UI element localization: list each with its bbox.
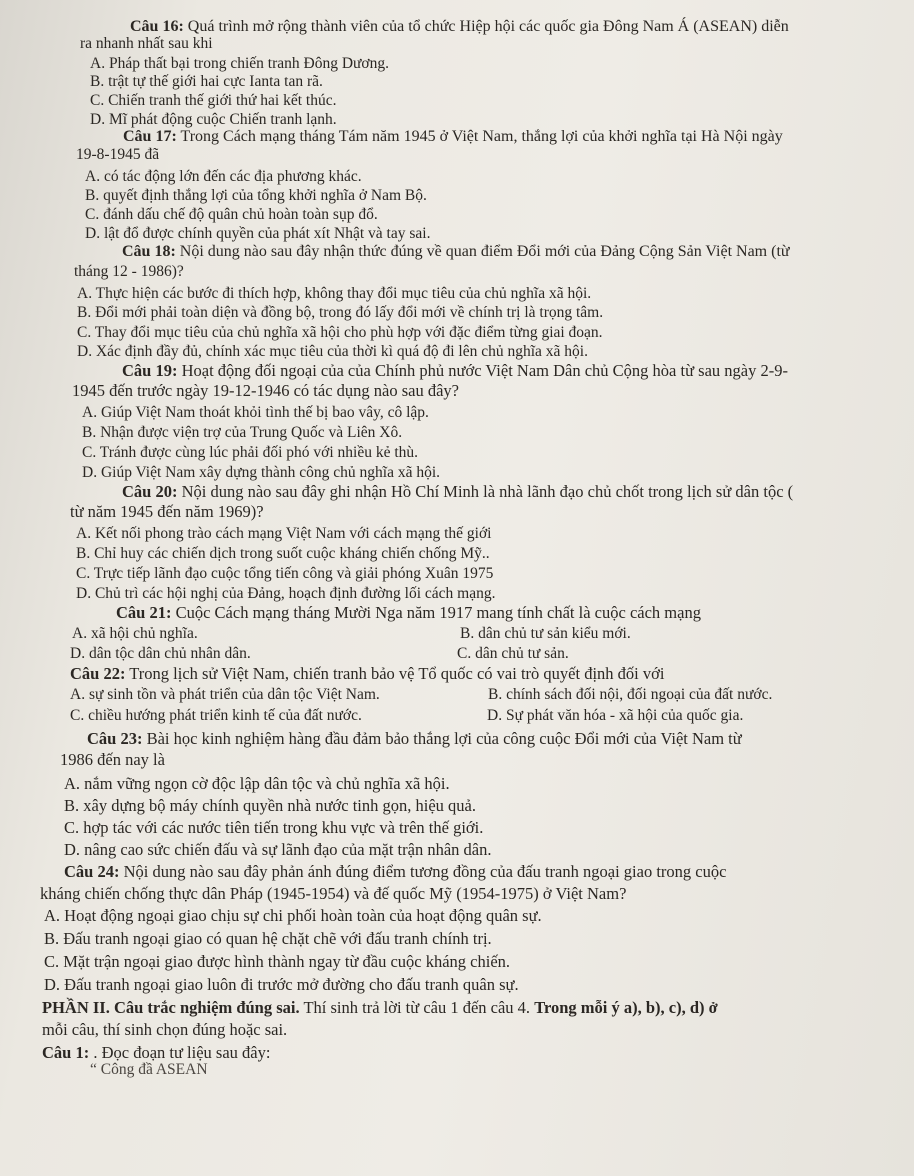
- question-21-option-d: D. dân tộc dân chủ nhân dân.: [70, 645, 251, 662]
- question-22-option-d: D. Sự phát văn hóa - xã hội của quốc gia.: [487, 707, 744, 724]
- question-22-option-a: A. sự sinh tồn và phát triển của dân tộc Việt Nam.: [70, 686, 380, 703]
- question-19-stem: Câu 19: Hoạt động đối ngoại của của Chính phủ nước Việt Nam Dân chủ Cộng hòa từ sau ngày 2-9-: [122, 361, 788, 380]
- question-20-stem: Câu 20: Nội dung nào sau đây ghi nhận Hồ Chí Minh là nhà lãnh đạo chủ chốt trong lịch sử dân tộc (: [122, 482, 794, 501]
- question-20-option-b: B. Chỉ huy các chiến dịch trong suốt cuộc kháng chiến chống Mỹ..: [76, 545, 490, 562]
- question-18-option-a: A. Thực hiện các bước đi thích hợp, không thay đổi mục tiêu của chủ nghĩa xã hội.: [77, 285, 592, 302]
- question-16-stem-cont: ra nhanh nhất sau khi: [80, 35, 213, 52]
- question-24-option-b: B. Đấu tranh ngoại giao có quan hệ chặt chẽ với đấu tranh chính trị.: [44, 929, 492, 948]
- question-16-option-d: D. Mĩ phát động cuộc Chiến tranh lạnh.: [90, 111, 337, 128]
- question-19-option-b: B. Nhận được viện trợ của Trung Quốc và Liên Xô.: [82, 424, 403, 441]
- question-1-stem: Câu 1: . Đọc đoạn tư liệu sau đây:: [42, 1043, 271, 1062]
- question-17-option-b: B. quyết định thắng lợi của tổng khởi nghĩa ở Nam Bộ.: [85, 187, 427, 204]
- question-17-option-a: A. có tác động lớn đến các địa phương khác.: [85, 168, 362, 185]
- question-23-option-c: C. hợp tác với các nước tiên tiến trong khu vực và trên thế giới.: [64, 818, 484, 837]
- question-16-option-a: A. Pháp thất bại trong chiến tranh Đông Dương.: [90, 55, 389, 72]
- section-2-heading: PHẦN II. Câu trắc nghiệm đúng sai. Thí sinh trả lời từ câu 1 đến câu 4. Trong mỗi ý a), b), c), d) ở: [42, 998, 718, 1017]
- question-24-option-d: D. Đấu tranh ngoại giao luôn đi trước mở đường cho đấu tranh quân sự.: [44, 975, 519, 994]
- section-2-heading-cont: mỗi câu, thí sinh chọn đúng hoặc sai.: [42, 1020, 288, 1039]
- question-17-stem: Câu 17: Trong Cách mạng tháng Tám năm 1945 ở Việt Nam, thắng lợi của khởi nghĩa tại Hà Nội ngày: [123, 128, 783, 145]
- question-17-option-d: D. lật đổ được chính quyền của phát xít Nhật và tay sai.: [85, 225, 431, 242]
- question-23-option-a: A. nắm vững ngọn cờ độc lập dân tộc và chủ nghĩa xã hội.: [64, 774, 450, 793]
- question-16-option-c: C. Chiến tranh thế giới thứ hai kết thúc.: [90, 92, 337, 109]
- question-24-stem-cont: kháng chiến chống thực dân Pháp (1945-1954) và đế quốc Mỹ (1954-1975) ở Việt Nam?: [40, 884, 627, 903]
- question-20-stem-cont: từ năm 1945 đến năm 1969)?: [70, 502, 264, 521]
- question-20-option-c: C. Trực tiếp lãnh đạo cuộc tổng tiến công và giải phóng Xuân 1975: [76, 565, 494, 582]
- question-19-stem-cont: 1945 đến trước ngày 19-12-1946 có tác dụng nào sau đây?: [72, 381, 459, 400]
- question-18-stem-cont: tháng 12 - 1986)?: [74, 263, 184, 280]
- question-18-stem: Câu 18: Nội dung nào sau đây nhận thức đúng về quan điểm Đổi mới của Đảng Cộng Sản Việt Nam (từ: [122, 243, 790, 260]
- question-22-option-c: C. chiều hướng phát triển kinh tế của đất nước.: [70, 707, 362, 724]
- question-19-option-a: A. Giúp Việt Nam thoát khỏi tình thế bị bao vây, cô lập.: [82, 404, 429, 421]
- question-22-stem: Câu 22: Trong lịch sử Việt Nam, chiến tranh bảo vệ Tổ quốc có vai trò quyết định đối với: [70, 664, 665, 683]
- question-24-option-c: C. Mặt trận ngoại giao được hình thành ngay từ đầu cuộc kháng chiến.: [44, 952, 511, 971]
- question-21-option-a: A. xã hội chủ nghĩa.: [72, 625, 198, 642]
- question-24-stem: Câu 24: Nội dung nào sau đây phản ánh đúng điểm tương đồng của đấu tranh ngoại giao trong cuộc: [64, 862, 727, 881]
- question-23-stem-cont: 1986 đến nay là: [60, 750, 165, 769]
- question-20-option-a: A. Kết nối phong trào cách mạng Việt Nam với cách mạng thế giới: [76, 525, 492, 542]
- question-24-option-a: A. Hoạt động ngoại giao chịu sự chi phối hoàn toàn của hoạt động quân sự.: [44, 906, 542, 925]
- question-23-option-b: B. xây dựng bộ máy chính quyền nhà nước tinh gọn, hiệu quả.: [64, 796, 477, 815]
- question-23-option-d: D. nâng cao sức chiến đấu và sự lãnh đạo của mặt trận nhân dân.: [64, 840, 492, 859]
- question-17-stem-cont: 19-8-1945 đã: [76, 146, 160, 163]
- question-21-option-c: C. dân chủ tư sản.: [457, 645, 569, 662]
- question-18-option-d: D. Xác định đầy đủ, chính xác mục tiêu của thời kì quá độ đi lên chủ nghĩa xã hội.: [77, 343, 588, 360]
- question-22-option-b: B. chính sách đối nội, đối ngoại của đất nước.: [488, 686, 773, 703]
- quote-partial: “ Công đầ ASEAN: [90, 1061, 208, 1078]
- question-16-option-b: B. trật tự thế giới hai cực Ianta tan rã.: [90, 73, 323, 90]
- question-21-stem: Câu 21: Cuộc Cách mạng tháng Mười Nga năm 1917 mang tính chất là cuộc cách mạng: [116, 603, 701, 622]
- question-20-option-d: D. Chủ trì các hội nghị của Đảng, hoạch định đường lối cách mạng.: [76, 585, 496, 602]
- question-18-option-b: B. Đổi mới phải toàn diện và đồng bộ, trong đó lấy đổi mới về chính trị là trọng tâm.: [77, 304, 604, 321]
- question-19-option-c: C. Tránh được cùng lúc phải đối phó với nhiều kẻ thù.: [82, 444, 419, 461]
- question-21-option-b: B. dân chủ tư sản kiểu mới.: [460, 625, 631, 642]
- question-19-option-d: D. Giúp Việt Nam xây dựng thành công chủ nghĩa xã hội.: [82, 464, 441, 481]
- question-23-stem: Câu 23: Bài học kinh nghiệm hàng đầu đảm bảo thắng lợi của công cuộc Đổi mới của Việt Nam từ: [87, 729, 742, 748]
- question-18-option-c: C. Thay đổi mục tiêu của chủ nghĩa xã hội cho phù hợp với đặc điểm từng giai đoạn.: [77, 324, 603, 341]
- question-17-option-c: C. đánh dấu chế độ quân chủ hoàn toàn sụp đổ.: [85, 206, 378, 223]
- question-16-stem: Câu 16: Quá trình mở rộng thành viên của tổ chức Hiệp hội các quốc gia Đông Nam Á (ASEAN) diễn: [130, 18, 789, 35]
